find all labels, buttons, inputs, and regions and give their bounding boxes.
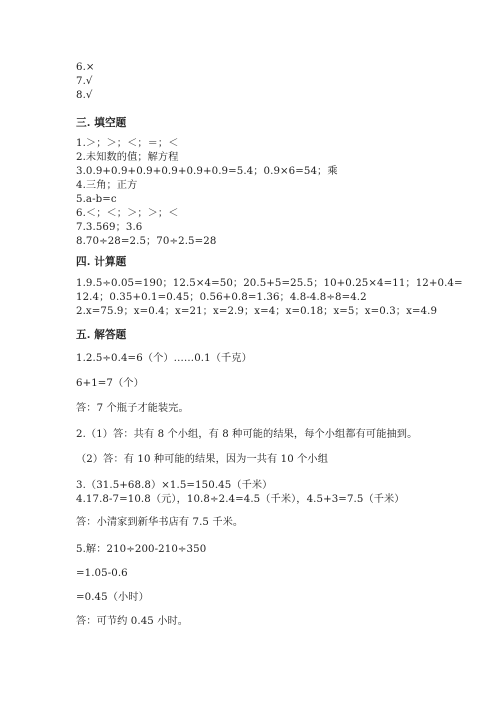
answer-line: 8.√: [76, 90, 93, 101]
answer-line: （2）答：有 10 种可能的结果，因为一共有 10 个小组: [76, 454, 329, 465]
answer-line: 5.a-b=c: [76, 194, 117, 205]
answer-line: 5.解：210÷200-210÷350: [76, 544, 207, 555]
answer-line: 4.17.8-7=10.8（元），10.8÷2.4=4.5（千米），4.5+3=7.5（千米）: [76, 494, 405, 505]
answer-line: =0.45（小时）: [76, 592, 149, 603]
answer-line: 1.9.5÷0.05=190；12.5×4=50；20.5+5=25.5；10+0.25×4=11；12+0.4=: [76, 278, 463, 289]
section-heading: 三. 填空题: [76, 117, 127, 129]
answer-line: 7.3.569；3.6: [76, 222, 143, 233]
answer-line: 6.×: [76, 62, 95, 73]
answer-line: 答：小清家到新华书店有 7.5 千米。: [76, 517, 244, 528]
answer-line: 2.（1）答：共有 8 个小组，有 8 种可能的结果，每个小组都有可能抽到。: [76, 429, 418, 440]
answer-line: 1.2.5÷0.4=6（个）……0.1（千克）: [76, 353, 252, 364]
answer-line: 3.0.9+0.9+0.9+0.9+0.9+0.9=5.4；0.9×6=54；乘: [76, 166, 338, 177]
answer-line: =1.05-0.6: [76, 568, 128, 579]
answer-line: 2.x=75.9；x=0.4；x=21；x=2.9；x=4；x=0.18；x=5；x=0.3；x=4.9: [76, 306, 438, 317]
answer-line: 12.4；0.35+0.1=0.45；0.56+0.8=1.36；4.8-4.8÷8=4.2: [76, 292, 367, 303]
answer-line: 答：7 个瓶子才能装完。: [76, 403, 189, 414]
answer-line: 4.三角；正方: [76, 180, 138, 191]
section-heading: 五. 解答题: [76, 329, 127, 341]
answer-line: 7.√: [76, 76, 93, 87]
answer-line: 2.未知数的值；解方程: [76, 152, 179, 163]
answer-line: 6.＜；＜；＞；＞；＜: [76, 208, 179, 219]
answer-line: 6+1=7（个）: [76, 378, 144, 389]
section-heading: 四. 计算题: [76, 256, 127, 268]
answer-line: 答：可节约 0.45 小时。: [76, 616, 189, 627]
answer-line: 8.70÷28=2.5；70÷2.5=28: [76, 236, 217, 247]
answer-line: 3.（31.5+68.8）×1.5=150.45（千米）: [76, 480, 273, 491]
answer-line: 1.＞；＞；＜；＝；＜: [76, 138, 179, 149]
